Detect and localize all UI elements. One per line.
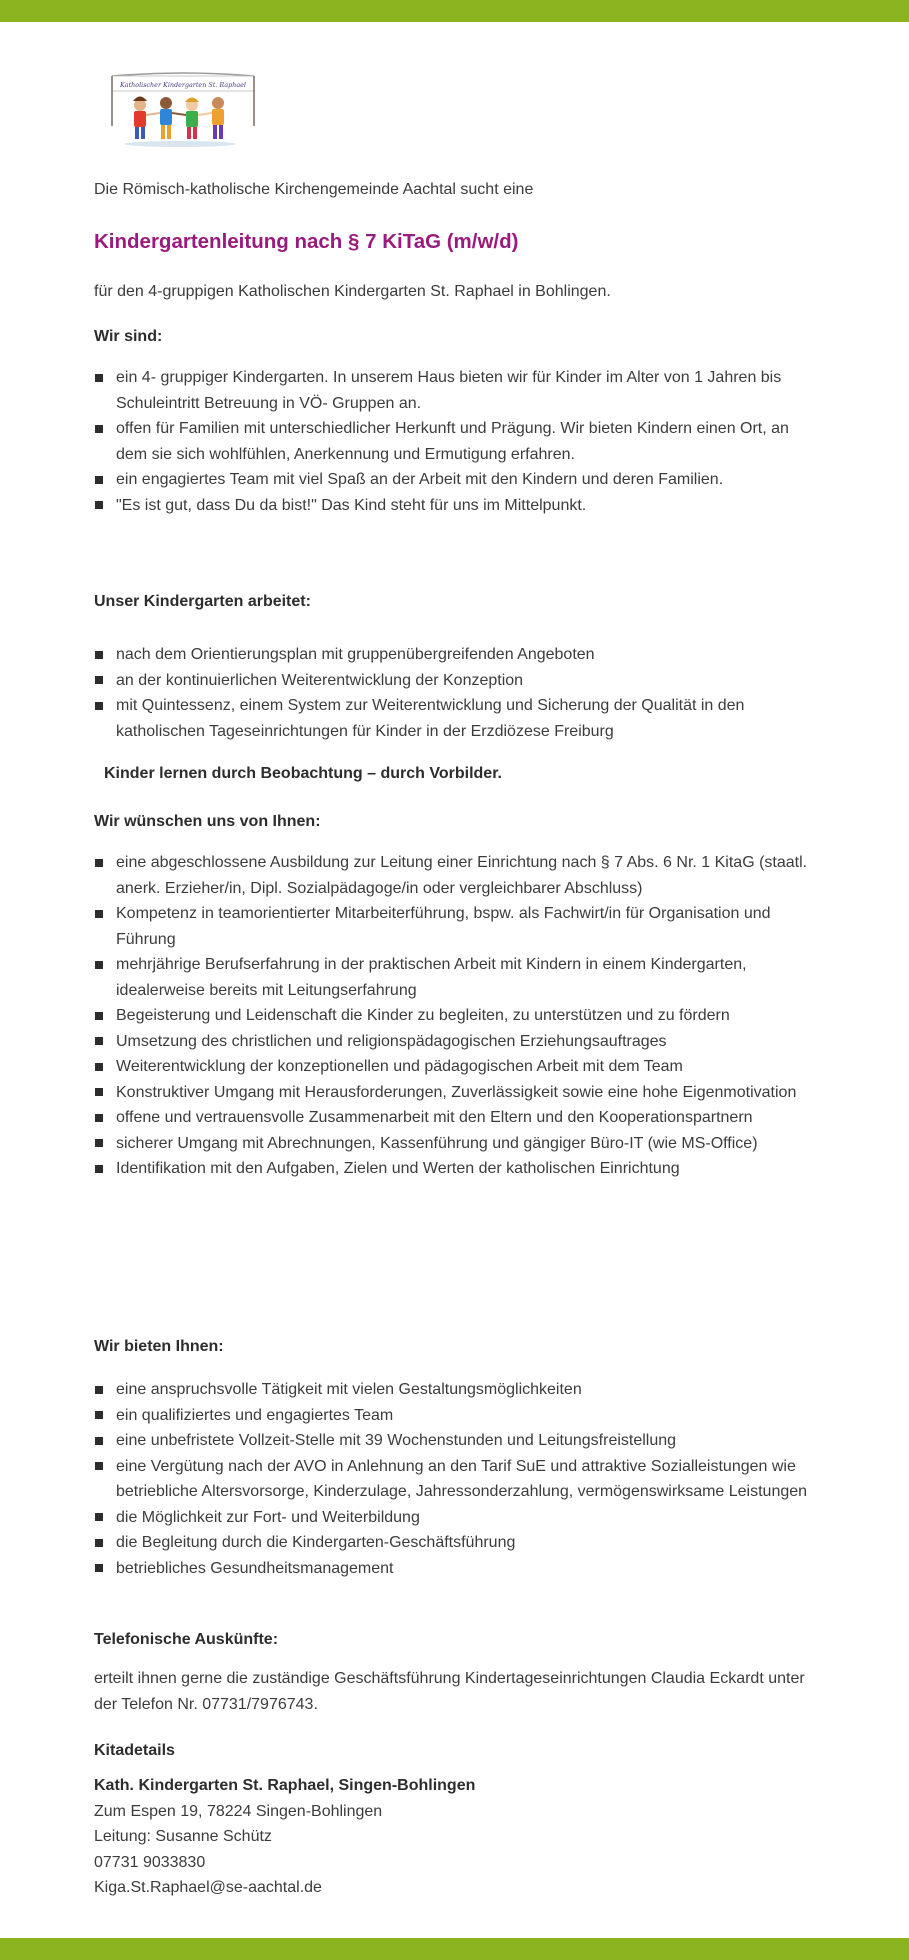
- job-title: Kindergartenleitung nach § 7 KiTaG (m/w/d): [94, 230, 519, 253]
- list-item: offene und vertrauensvolle Zusammenarbeit mit den Eltern und den Kooperationspartnern: [94, 1105, 824, 1131]
- logo-text: Katholischer Kindergarten St. Raphael: [120, 81, 246, 89]
- wir-sind-list: [94, 365, 824, 518]
- list-item: "Es ist gut, dass Du da bist!" Das Kind steht für uns im Mittelpunkt.: [94, 493, 824, 519]
- kitadetails-block: [94, 1773, 475, 1901]
- list-item: Begeisterung und Leidenschaft die Kinder zu begleiten, zu unterstützen und zu fördern: [94, 1003, 824, 1029]
- kita-phone[interactable]: 07731 9033830: [94, 1853, 206, 1871]
- wir-sind-heading: Wir sind:: [94, 328, 163, 345]
- kita-email[interactable]: Kiga.St.Raphael@se-aachtal.de: [94, 1879, 322, 1896]
- arbeitet-heading: Unser Kindergarten arbeitet:: [94, 593, 311, 610]
- kindergarten-logo: [104, 68, 262, 150]
- telefon-text: erteilt ihnen gerne die zuständige Geschäftsführung Kindertageseinrichtungen Claudia Eckardt unter der Telefon Nr. 07731/7976743.: [94, 1670, 805, 1713]
- bieten-heading: Wir bieten Ihnen:: [94, 1338, 224, 1355]
- motto-text: Kinder lernen durch Beobachtung – durch Vorbilder.: [104, 765, 502, 782]
- top-accent-bar: [0, 0, 909, 22]
- list-item: mehrjährige Berufserfahrung in der praktischen Arbeit mit Kindern in einem Kindergarten, idealerweise bereits mit Leitungserfahrung: [94, 952, 824, 1003]
- kita-leitung: Leitung: Susanne Schütz: [94, 1828, 272, 1845]
- list-item: Identifikation mit den Aufgaben, Zielen und Werten der katholischen Einrichtung: [94, 1156, 824, 1182]
- list-item: eine Vergütung nach der AVO in Anlehnung an den Tarif SuE und attraktive Sozialleistungen wie betriebliche Altersvorsorge, Kinderzulage, Jahressonderzahlung, vermögenswirksame Leistungen: [94, 1454, 824, 1505]
- list-item: ein qualifiziertes und engagiertes Team: [94, 1403, 824, 1429]
- list-item: Weiterentwicklung der konzeptionellen und pädagogischen Arbeit mit dem Team: [94, 1054, 824, 1080]
- wuenschen-heading: Wir wünschen uns von Ihnen:: [94, 813, 321, 830]
- list-item: an der kontinuierlichen Weiterentwicklung der Konzeption: [94, 668, 824, 694]
- kita-name: Kath. Kindergarten St. Raphael, Singen-Bohlingen: [94, 1777, 476, 1794]
- list-item: sicherer Umgang mit Abrechnungen, Kassenführung und gängiger Büro-IT (wie MS-Office): [94, 1131, 824, 1157]
- list-item: Kompetenz in teamorientierter Mitarbeiterführung, bspw. als Fachwirt/in für Organisation und Führung: [94, 901, 824, 952]
- list-item: eine unbefristete Vollzeit-Stelle mit 39 Wochenstunden und Leitungsfreistellung: [94, 1428, 824, 1454]
- list-item: eine anspruchsvolle Tätigkeit mit vielen Gestaltungsmöglichkeiten: [94, 1377, 824, 1403]
- list-item: ein engagiertes Team mit viel Spaß an der Arbeit mit den Kindern und deren Familien.: [94, 467, 824, 493]
- wuenschen-list: [94, 850, 824, 1182]
- list-item: Konstruktiver Umgang mit Herausforderungen, Zuverlässigkeit sowie eine hohe Eigenmotivation: [94, 1080, 824, 1106]
- list-item: Umsetzung des christlichen und religionspädagogischen Erziehungsauftrages: [94, 1029, 824, 1055]
- list-item: mit Quintessenz, einem System zur Weiterentwicklung und Sicherung der Qualität in den katholischen Tageseinrichtungen für Kinder in der Erzdiözese Freiburg: [94, 693, 824, 744]
- bottom-accent-bar: [0, 1938, 909, 1960]
- telefon-heading: Telefonische Auskünfte:: [94, 1631, 279, 1648]
- list-item: betriebliches Gesundheitsmanagement: [94, 1556, 824, 1582]
- kitadetails-heading: Kitadetails: [94, 1742, 175, 1759]
- list-item: die Begleitung durch die Kindergarten-Geschäftsführung: [94, 1530, 824, 1556]
- list-item: nach dem Orientierungsplan mit gruppenübergreifenden Angeboten: [94, 642, 824, 668]
- list-item: offen für Familien mit unterschiedlicher Herkunft und Prägung. Wir bieten Kindern einen Ort, an dem sie sich wohlfühlen, Anerkennung und Ermutigung erfahren.: [94, 416, 824, 467]
- arbeitet-list: [94, 642, 824, 744]
- kita-address: Zum Espen 19, 78224 Singen-Bohlingen: [94, 1802, 383, 1820]
- subtitle-text: für den 4-gruppigen Katholischen Kindergarten St. Raphael in Bohlingen.: [94, 283, 611, 300]
- list-item: eine abgeschlossene Ausbildung zur Leitung einer Einrichtung nach § 7 Abs. 6 Nr. 1 KitaG (staatl. anerk. Erzieher/in, Dipl. Sozialpädagoge/in oder vergleichbarer Abschluss): [94, 850, 824, 901]
- list-item: ein 4- gruppiger Kindergarten. In unserem Haus bieten wir für Kinder im Alter von 1 Jahren bis Schuleintritt Betreuung in VÖ- Gruppen an.: [94, 365, 824, 416]
- bieten-list: [94, 1377, 824, 1581]
- intro-text: Die Römisch-katholische Kirchengemeinde Aachtal sucht eine: [94, 181, 534, 198]
- list-item: die Möglichkeit zur Fort- und Weiterbildung: [94, 1505, 824, 1531]
- children-illustration-icon: [124, 97, 236, 148]
